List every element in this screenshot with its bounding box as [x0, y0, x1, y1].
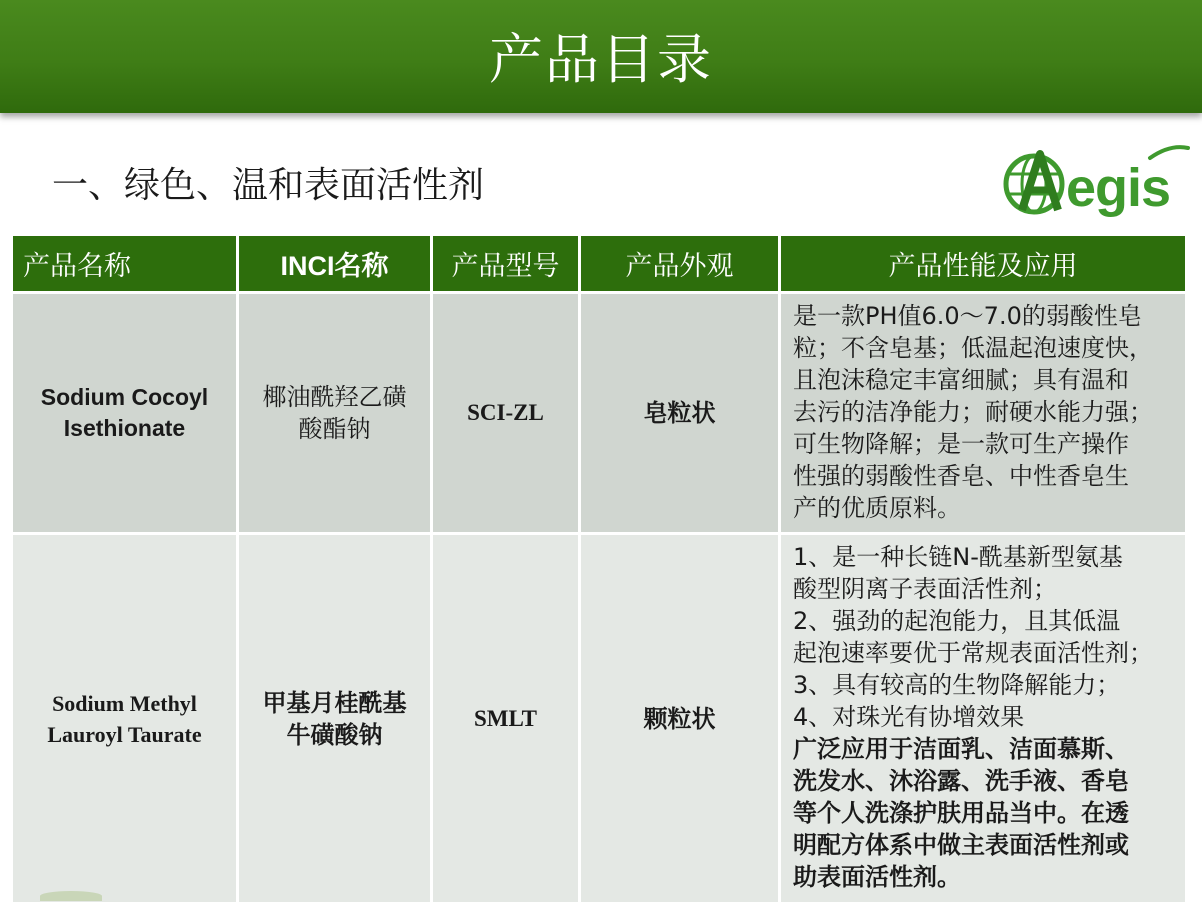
table-header-row [12, 235, 1187, 293]
aegis-logo [1000, 140, 1192, 226]
globe-icon [1006, 154, 1062, 212]
cell-appearance: 皂粒状 [580, 293, 780, 534]
header-inci-name: INCI名称 [238, 235, 432, 293]
header-appearance: 产品外观 [580, 235, 780, 293]
header-performance: 产品性能及应用 [780, 235, 1187, 293]
cell-description: 是一款PH值6.0～7.0的弱酸性皂 粒；不含皂基；低温起泡速度快， 且泡沫稳定丰富细腻；具有温和 去污的洁净能力；耐硬水能力强； 可生物降解；是一款可生产操作 性强的弱酸性香皂、中性香皂生 产的优质原料。 [780, 293, 1187, 534]
cell-inci-name: 椰油酰羟乙磺 酸酯钠 [238, 293, 432, 534]
corner-decoration [40, 891, 102, 901]
title-banner [0, 0, 1202, 113]
logo-wordmark: egis [1066, 158, 1171, 218]
page-title: 产品目录 [489, 28, 713, 91]
cell-model: SCI-ZL [432, 293, 580, 534]
cell-product-name: Sodium Cocoyl Isethionate [12, 293, 238, 534]
header-model: 产品型号 [432, 235, 580, 293]
header-product-name: 产品名称 [12, 235, 238, 293]
table-row [12, 293, 1187, 534]
cell-product-name: Sodium Methyl Lauroyl Taurate [12, 534, 238, 902]
cell-description: 1、是一种长链N-酰基新型氨基 酸型阴离子表面活性剂； 2、强劲的起泡能力，且其低温 起泡速率要优于常规表面活性剂； 3、具有较高的生物降解能力； 4、对珠光有协增效果 广泛应用于洁面乳、洁面慕斯、 洗发水、沐浴露、洗手液、香皂 等个人洗涤护肤用品当中。在透 明配方体系中做主表面活性剂或 助表面活性剂。 [780, 534, 1187, 902]
cell-model: SMLT [432, 534, 580, 902]
product-table [10, 233, 1188, 902]
table-row [12, 534, 1187, 902]
cell-appearance: 颗粒状 [580, 534, 780, 902]
cell-inci-name: 甲基月桂酰基 牛磺酸钠 [238, 534, 432, 902]
section-title: 一、绿色、温和表面活性剂 [52, 165, 485, 206]
